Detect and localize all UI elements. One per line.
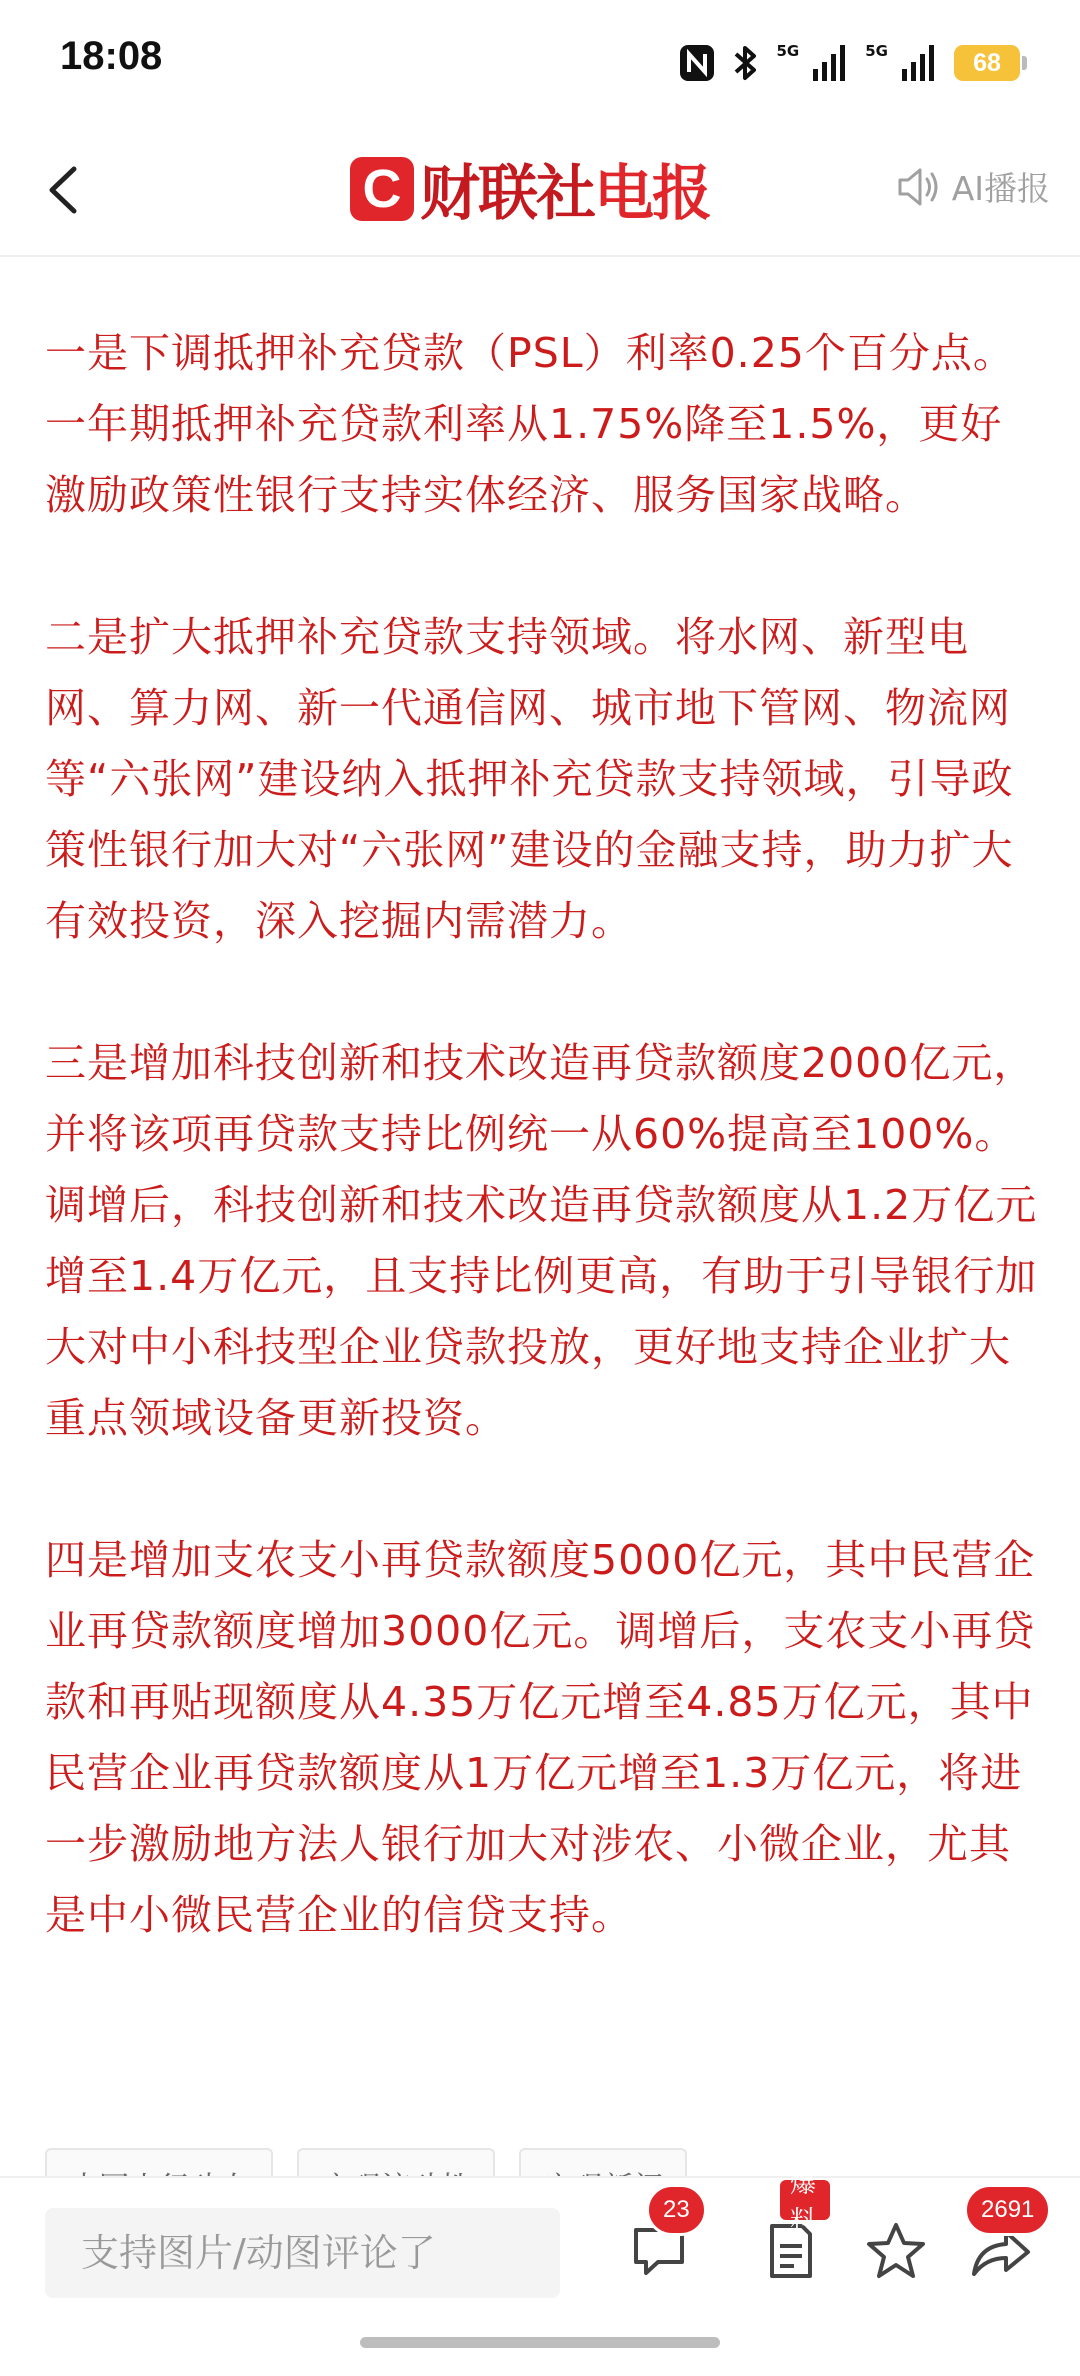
status-bar [0, 0, 1080, 125]
bluetooth-icon [733, 43, 759, 83]
network-type-label: 5G [776, 42, 800, 60]
comment-count-badge: 23 [646, 2184, 707, 2236]
app-header [0, 125, 1080, 257]
article-paragraph: 三是增加科技创新和技术改造再贷款额度2000亿元，并将该项再贷款支持比例统一从60%提高至100%。调增后，科技创新和技术改造再贷款额度从1.2万亿元增至1.4万亿元，且支持比例更高，有助于引导银行加大对中小科技型企业贷款投放，更好地支持企业扩大重点领域设备更新投资。 [45, 1039, 1038, 1442]
favorite-button[interactable] [864, 2220, 934, 2290]
report-button[interactable] [760, 2169, 830, 2290]
share-count-badge: 2691 [964, 2184, 1051, 2236]
article-paragraph: 一是下调抵押补充贷款（PSL）利率0.25个百分点。一年期抵押补充贷款利率从1.75%降至1.5%，更好激励政策性银行支持实体经济、服务国家战略。 [45, 329, 1015, 519]
chevron-left-icon[interactable] [36, 155, 96, 225]
status-icons [679, 38, 1021, 88]
star-icon [864, 2220, 928, 2282]
ai-broadcast-button[interactable] [896, 163, 1050, 210]
status-time: 18:08 [60, 34, 163, 78]
comment-button[interactable] [628, 2196, 698, 2290]
battery-level: 68 [973, 48, 1001, 77]
network-type-label: 5G [865, 42, 888, 60]
report-badge: 爆料 [780, 2180, 830, 2220]
battery-indicator [954, 45, 1020, 81]
logo-text-telegraph: 电报 [594, 159, 710, 229]
app-logo [350, 147, 710, 231]
nfc-icon [679, 44, 715, 82]
signal-strength-icon [813, 45, 847, 81]
home-indicator[interactable] [360, 2337, 720, 2348]
signal-strength-icon [902, 45, 936, 81]
article-body [45, 318, 1040, 2022]
logo-text-brand: 财联社 [420, 159, 594, 229]
article-paragraph: 二是扩大抵押补充贷款支持领域。将水网、新型电网、算力网、新一代通信网、城市地下管网、物流网等“六张网”建设纳入抵押补充贷款支持领域，引导政策性银行加大对“六张网”建设的金融支持，助力扩大有效投资，深入挖掘内需潜力。 [45, 613, 1014, 945]
bottom-action-bar [0, 2169, 1080, 2376]
ai-broadcast-label: AI播报 [951, 169, 1050, 208]
logo-mark: C [350, 157, 414, 221]
share-button[interactable] [968, 2196, 1038, 2290]
speaker-icon [896, 165, 942, 209]
comment-input[interactable] [45, 2208, 560, 2298]
article-paragraph: 四是增加支农支小再贷款额度5000亿元，其中民营企业再贷款额度增加3000亿元。调增后，支农支小再贷款和再贴现额度从4.35万亿元增至4.85万亿元，其中民营企业再贷款额度从1万亿元增至1.3万亿元，将进一步激励地方法人银行加大对涉农、小微企业，尤其是中小微民营企业的信贷支持。 [45, 1536, 1036, 1939]
